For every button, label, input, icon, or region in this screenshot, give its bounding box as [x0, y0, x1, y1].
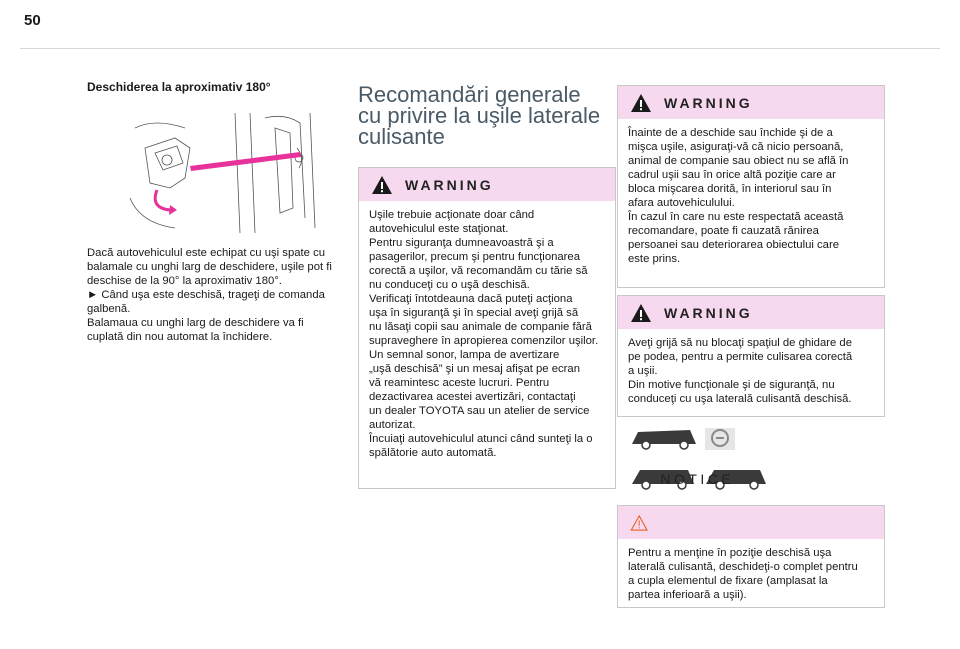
warning-header	[618, 296, 884, 329]
section-subtitle: Deschiderea la aproximativ 180°	[87, 80, 271, 94]
page-number: 50	[24, 12, 41, 29]
warning-triangle-icon	[371, 175, 393, 195]
notice-label: NOTICE	[660, 471, 735, 487]
warning-box-guide	[617, 295, 885, 417]
warning-box-operation	[358, 167, 616, 489]
notice-triangle-icon	[630, 513, 648, 533]
warning-text: Înainte de a deschide sau închide şi de a mişca uşile, asiguraţi-vă că nicio persoană, animal de companie sau obiect nu se află în cadrul uşii sau în orice altă poziţie care ar bloca mişcarea dorită, în interiorul sau în afara autovehiculului. În cazul în care nu este respectată această recomandare, poate fi cauzată rănirea persoanei sau deteriorarea obiectului care este prins.	[628, 127, 849, 265]
van-icon	[632, 430, 696, 449]
steering-wheel-icon	[705, 428, 735, 450]
warning-triangle-icon	[630, 303, 652, 323]
warning-header	[359, 168, 615, 201]
warning-label: WARNING	[664, 94, 753, 111]
notice-header	[618, 471, 884, 539]
notice-text: Pentru a menţine în poziţie deschisă uşa laterală culisantă, deschideţi-o complet pentru a cupla elementul de fixare (amplasat la partea inferioară a uşii).	[628, 547, 858, 601]
top-divider	[20, 48, 940, 49]
warning-triangle-icon	[630, 93, 652, 113]
notice-box	[617, 471, 885, 608]
warning-label: WARNING	[664, 304, 753, 321]
warning-text: Aveţi grijă să nu blocaţi spaţiul de ghidare de pe podea, pentru a permite culisarea corectă a uşii. Din motive funcţionale şi de siguranţă, nu conduceţi cu uşa laterală culisantă deschisă.	[628, 337, 853, 405]
warning-header	[618, 86, 884, 119]
warning-label: WARNING	[405, 176, 494, 193]
section-heading: Recomandări generale cu privire la uşile laterale culisante	[358, 82, 601, 149]
door-hinge-illustration	[115, 108, 325, 238]
warning-box-clearance	[617, 85, 885, 288]
left-column	[87, 80, 349, 343]
warning-text: Uşile trebuie acţionate doar când autovehiculul este staţionat. Pentru siguranţa dumneavoastră şi a pasagerilor, precum şi pentru funcţionarea corectă a uşilor, vă recomandăm cu tărie să nu conduceţi cu o uşă deschisă. Verificaţi întotdeauna dacă puteţi acţiona uşa în siguranţă şi în special aveţi grijă să nu lăsaţi copii sau animale de companie fără supraveghere în apropierea comenzilor uşilor. Un semnal sonor, lampa de avertizare „uşă deschisă” şi un mesaj afişat pe ecran vă reamintesc aceste lucruri. Pentru dezactivarea acestei avertizări, contactaţi un dealer TOYOTA sau un atelier de service autorizat. Încuiaţi autovehiculul atunci când sunteţi la o spălătorie auto automată.	[369, 209, 599, 459]
hinge-instructions: Dacă autovehiculul este echipat cu uşi spate cu balamale cu unghi larg de deschidere, uşile pot fi deschise de la 90° la aproximativ 180°. ► Când uşa este deschisă, trageţi de comanda galbenă. Balamaua cu unghi larg de deschidere va fi cuplată din nou automat la închidere.	[87, 247, 332, 343]
